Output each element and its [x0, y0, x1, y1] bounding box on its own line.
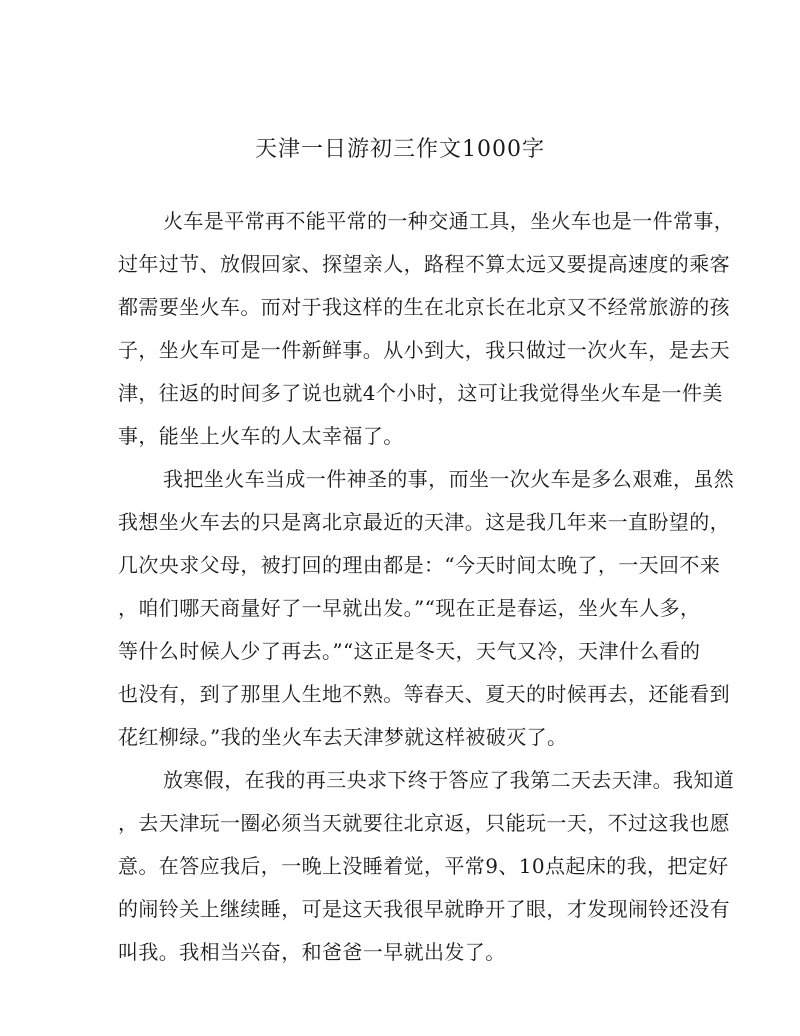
paragraph-1-line-5: 津，往返的时间多了说也就4个小时，这可让我觉得坐火车是一件美	[118, 381, 723, 405]
paragraph-2-line-4: ，咱们哪天商量好了一早就出发。”“现在正是春运，坐火车人多，	[118, 596, 701, 620]
paragraph-3-line-1: 放寒假，在我的再三央求下终于答应了我第二天去天津。我知道	[163, 768, 735, 792]
paragraph-3-line-4: 的闹铃关上继续睡，可是这天我很早就睁开了眼，才发现闹铃还没有	[118, 897, 730, 921]
paragraph-3-line-3: 意。在答应我后，一晚上没睡着觉，平常9、10点起床的我，把定好	[118, 854, 729, 878]
paragraph-3-line-2: ，去天津玩一圈必须当天就要往北京返，只能玩一天，不过这我也愿	[118, 811, 730, 835]
paragraph-3-line-5: 叫我。我相当兴奋，和爸爸一早就出发了。	[118, 940, 506, 964]
paragraph-2-line-3: 几次央求父母，被打回的理由都是：“今天时间太晚了，一天回不来	[118, 553, 721, 577]
paragraph-1-line-1: 火车是平常再不能平常的一种交通工具，坐火车也是一件常事，	[163, 209, 735, 233]
paragraph-2-line-6: 也没有，到了那里人生地不熟。等春天、夏天的时候再去，还能看到	[118, 682, 730, 706]
paragraph-2-line-1: 我把坐火车当成一件神圣的事，而坐一次火车是多么艰难，虽然	[163, 467, 735, 491]
document-title: 天津一日游初三作文1000字	[255, 137, 545, 162]
paragraph-1-line-3: 都需要坐火车。而对于我这样的生在北京长在北京又不经常旅游的孩	[118, 295, 730, 319]
paragraph-2-line-7: 花红柳绿。”我的坐火车去天津梦就这样被破灭了。	[118, 725, 568, 749]
paragraph-2-line-2: 我想坐火车去的只是离北京最近的天津。这是我几年来一直盼望的，	[118, 510, 730, 534]
paragraph-1-line-4: 子，坐火车可是一件新鲜事。从小到大，我只做过一次火车，是去天	[118, 338, 730, 362]
paragraph-1-line-2: 过年过节、放假回家、探望亲人，路程不算太远又要提高速度的乘客	[118, 252, 730, 276]
paragraph-1-line-6: 事，能坐上火车的人太幸福了。	[118, 424, 404, 448]
paragraph-2-line-5: 等什么时候人少了再去。”“这正是冬天，天气又冷，天津什么看的	[118, 639, 701, 663]
